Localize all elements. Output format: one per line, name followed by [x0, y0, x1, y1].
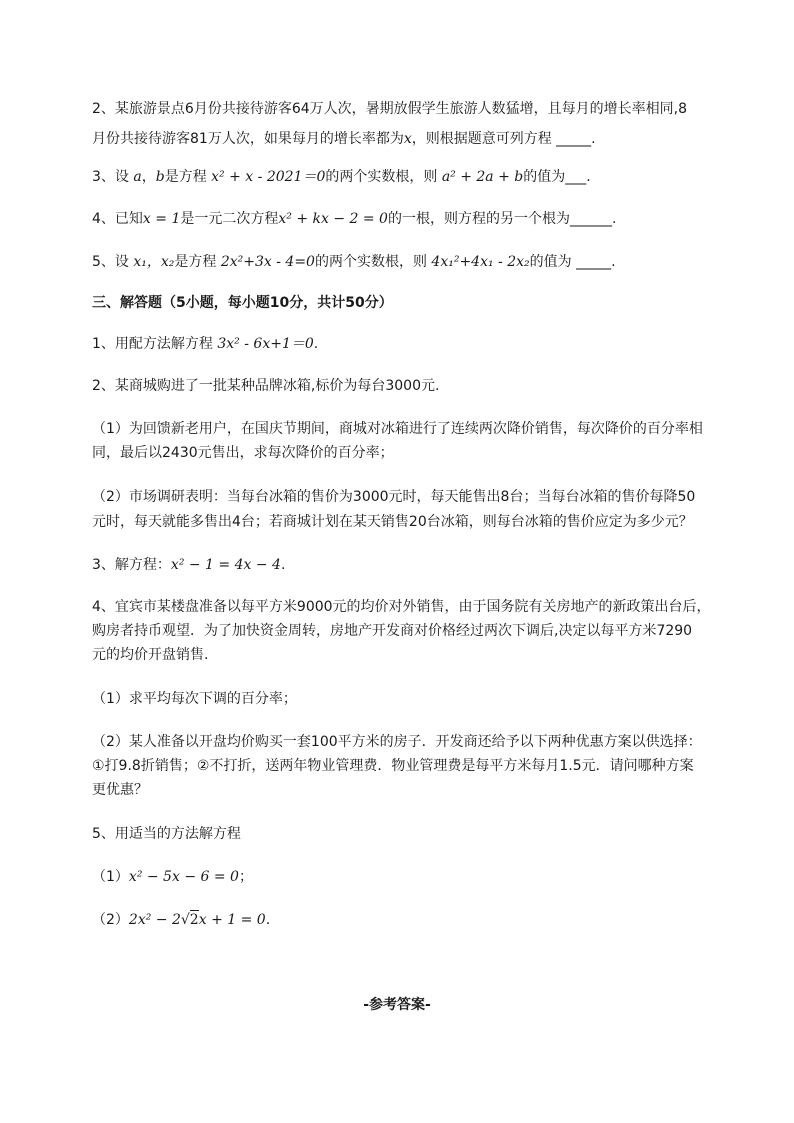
problem3-text: 3、解方程： [92, 557, 171, 573]
problem5-part2 [92, 910, 270, 930]
q3-text-4: 的值为___. [523, 169, 591, 185]
q3-text-1: 3、设 [92, 169, 129, 185]
q3-comma: ， [141, 169, 156, 185]
q4-text-3: 的一根，则方程的另一个根为______. [387, 211, 617, 227]
q5-text-2: 是方程 [174, 254, 217, 270]
q5-expression: 4x₁²+4x₁ - 2x₂ [431, 254, 530, 270]
q4-text-1: 4、已知 [92, 211, 143, 227]
problem4-part2-line2: ①打9.8折销售；②不打折，送两年物业管理费．物业管理费是每平方米每月1.5元．请问哪种方案 [92, 758, 694, 774]
q5-equation: 2x²+3x - 4=0 [220, 254, 315, 270]
answer-heading: -参考答案- [363, 997, 431, 1013]
problem1-text: 1、用配方法解方程 [92, 336, 213, 352]
q2-text-a: 月份共接待游客81万人次，如果每月的增长率都为 [92, 131, 404, 147]
problem4-part2-line1: （2）某人准备以开盘均价购买一套100平方米的房子．开发商还给予以下两种优惠方案以供选择： [92, 734, 702, 750]
problem5-part2-equation-a: 2x² − 2 [128, 912, 181, 928]
sqrt-radical-icon: √ [180, 912, 190, 928]
problem1-equation: 3x² - 6x+1＝0 [217, 336, 314, 352]
q2-line2 [92, 129, 596, 149]
problem1-line [92, 334, 318, 354]
problem2-part1-line1: （1）为回馈新老用户，在国庆节期间，商城对冰箱进行了连续两次降价销售，每次降价的百分率相 [92, 421, 703, 437]
problem5-part1-end: ； [238, 869, 253, 885]
q2-variable: x [403, 131, 412, 147]
problem2-part2-line1: （2）市场调研表明：当每台冰箱的售价为3000元时，每天能售出8台；当每台冰箱的售价每降50 [92, 489, 696, 505]
problem2-part1-line2: 同，最后以2430元售出，求每次降价的百分率； [92, 445, 394, 461]
q5-variables: x₁，x₂ [133, 254, 175, 270]
q3-equation: x² + x - 2021＝0 [211, 169, 326, 185]
problem5-part2-equation-b: x + 1 = 0 [198, 912, 266, 928]
section3-heading: 三、解答题（5小题，每小题10分，共计50分） [92, 295, 393, 311]
q4-text-2: 是一元二次方程 [180, 211, 279, 227]
q5-text-4: 的值为 _____. [529, 254, 616, 270]
problem4-line3: 元的均价开盘销售. [92, 647, 209, 663]
q4-equation-root: x = 1 [142, 211, 181, 227]
q2-line1: 2、某旅游景点6月份共接待游客64万人次，暑期放假学生旅游人数猛增，且每月的增长率相同,8 [92, 101, 687, 117]
problem5-part2-label: （2） [92, 912, 129, 928]
q2-text-b: ，则根据题意可列方程 _____. [411, 131, 596, 147]
problem2-intro: 2、某商城购进了一批某种品牌冰箱,标价为每台3000元. [92, 378, 440, 394]
problem4-part1: （1）求平均每次下调的百分率； [92, 691, 297, 707]
problem5-part2-radicand: 2 [189, 912, 199, 928]
q3-text-3: 的两个实数根，则 [325, 169, 438, 185]
problem5-part1 [92, 867, 253, 887]
problem3-equation: x² − 1 = 4x − 4 [170, 557, 281, 573]
problem4-line1: 4、宜宾市某楼盘准备以每平方米9000元的均价对外销售，由于国务院有关房地产的新政策出台后， [92, 599, 711, 615]
problem2-part2-line2: 元时，每天就能多售出4台；若商城计划在某天销售20台冰箱，则每台冰箱的售价应定为多少元？ [92, 514, 693, 530]
problem5-part1-label: （1） [92, 869, 129, 885]
problem3-end: . [280, 557, 286, 573]
q5-text-1: 5、设 [92, 254, 129, 270]
q5-line [92, 252, 616, 272]
q3-var-b: b [155, 169, 165, 185]
problem4-line2: 购房者持币观望．为了加快资金周转，房地产开发商对价格经过两次下调后,决定以每平方米7290 [92, 623, 693, 639]
problem5-part2-end: . [265, 912, 271, 928]
problem5-text: 5、用适当的方法解方程 [92, 826, 241, 842]
problem4-part2-line3: 更优惠？ [92, 782, 148, 798]
q3-line [92, 167, 591, 187]
problem5-part1-equation: x² − 5x − 6 = 0 [128, 869, 239, 885]
problem1-end: . [313, 336, 319, 352]
q3-text-2: 是方程 [164, 169, 207, 185]
q4-equation: x² + kx − 2 = 0 [278, 211, 388, 227]
q3-var-a: a [133, 169, 142, 185]
q3-expression: a² + 2a + b [441, 169, 524, 185]
problem3-line [92, 555, 285, 575]
q5-text-3: 的两个实数根，则 [314, 254, 427, 270]
q4-line [92, 209, 616, 229]
